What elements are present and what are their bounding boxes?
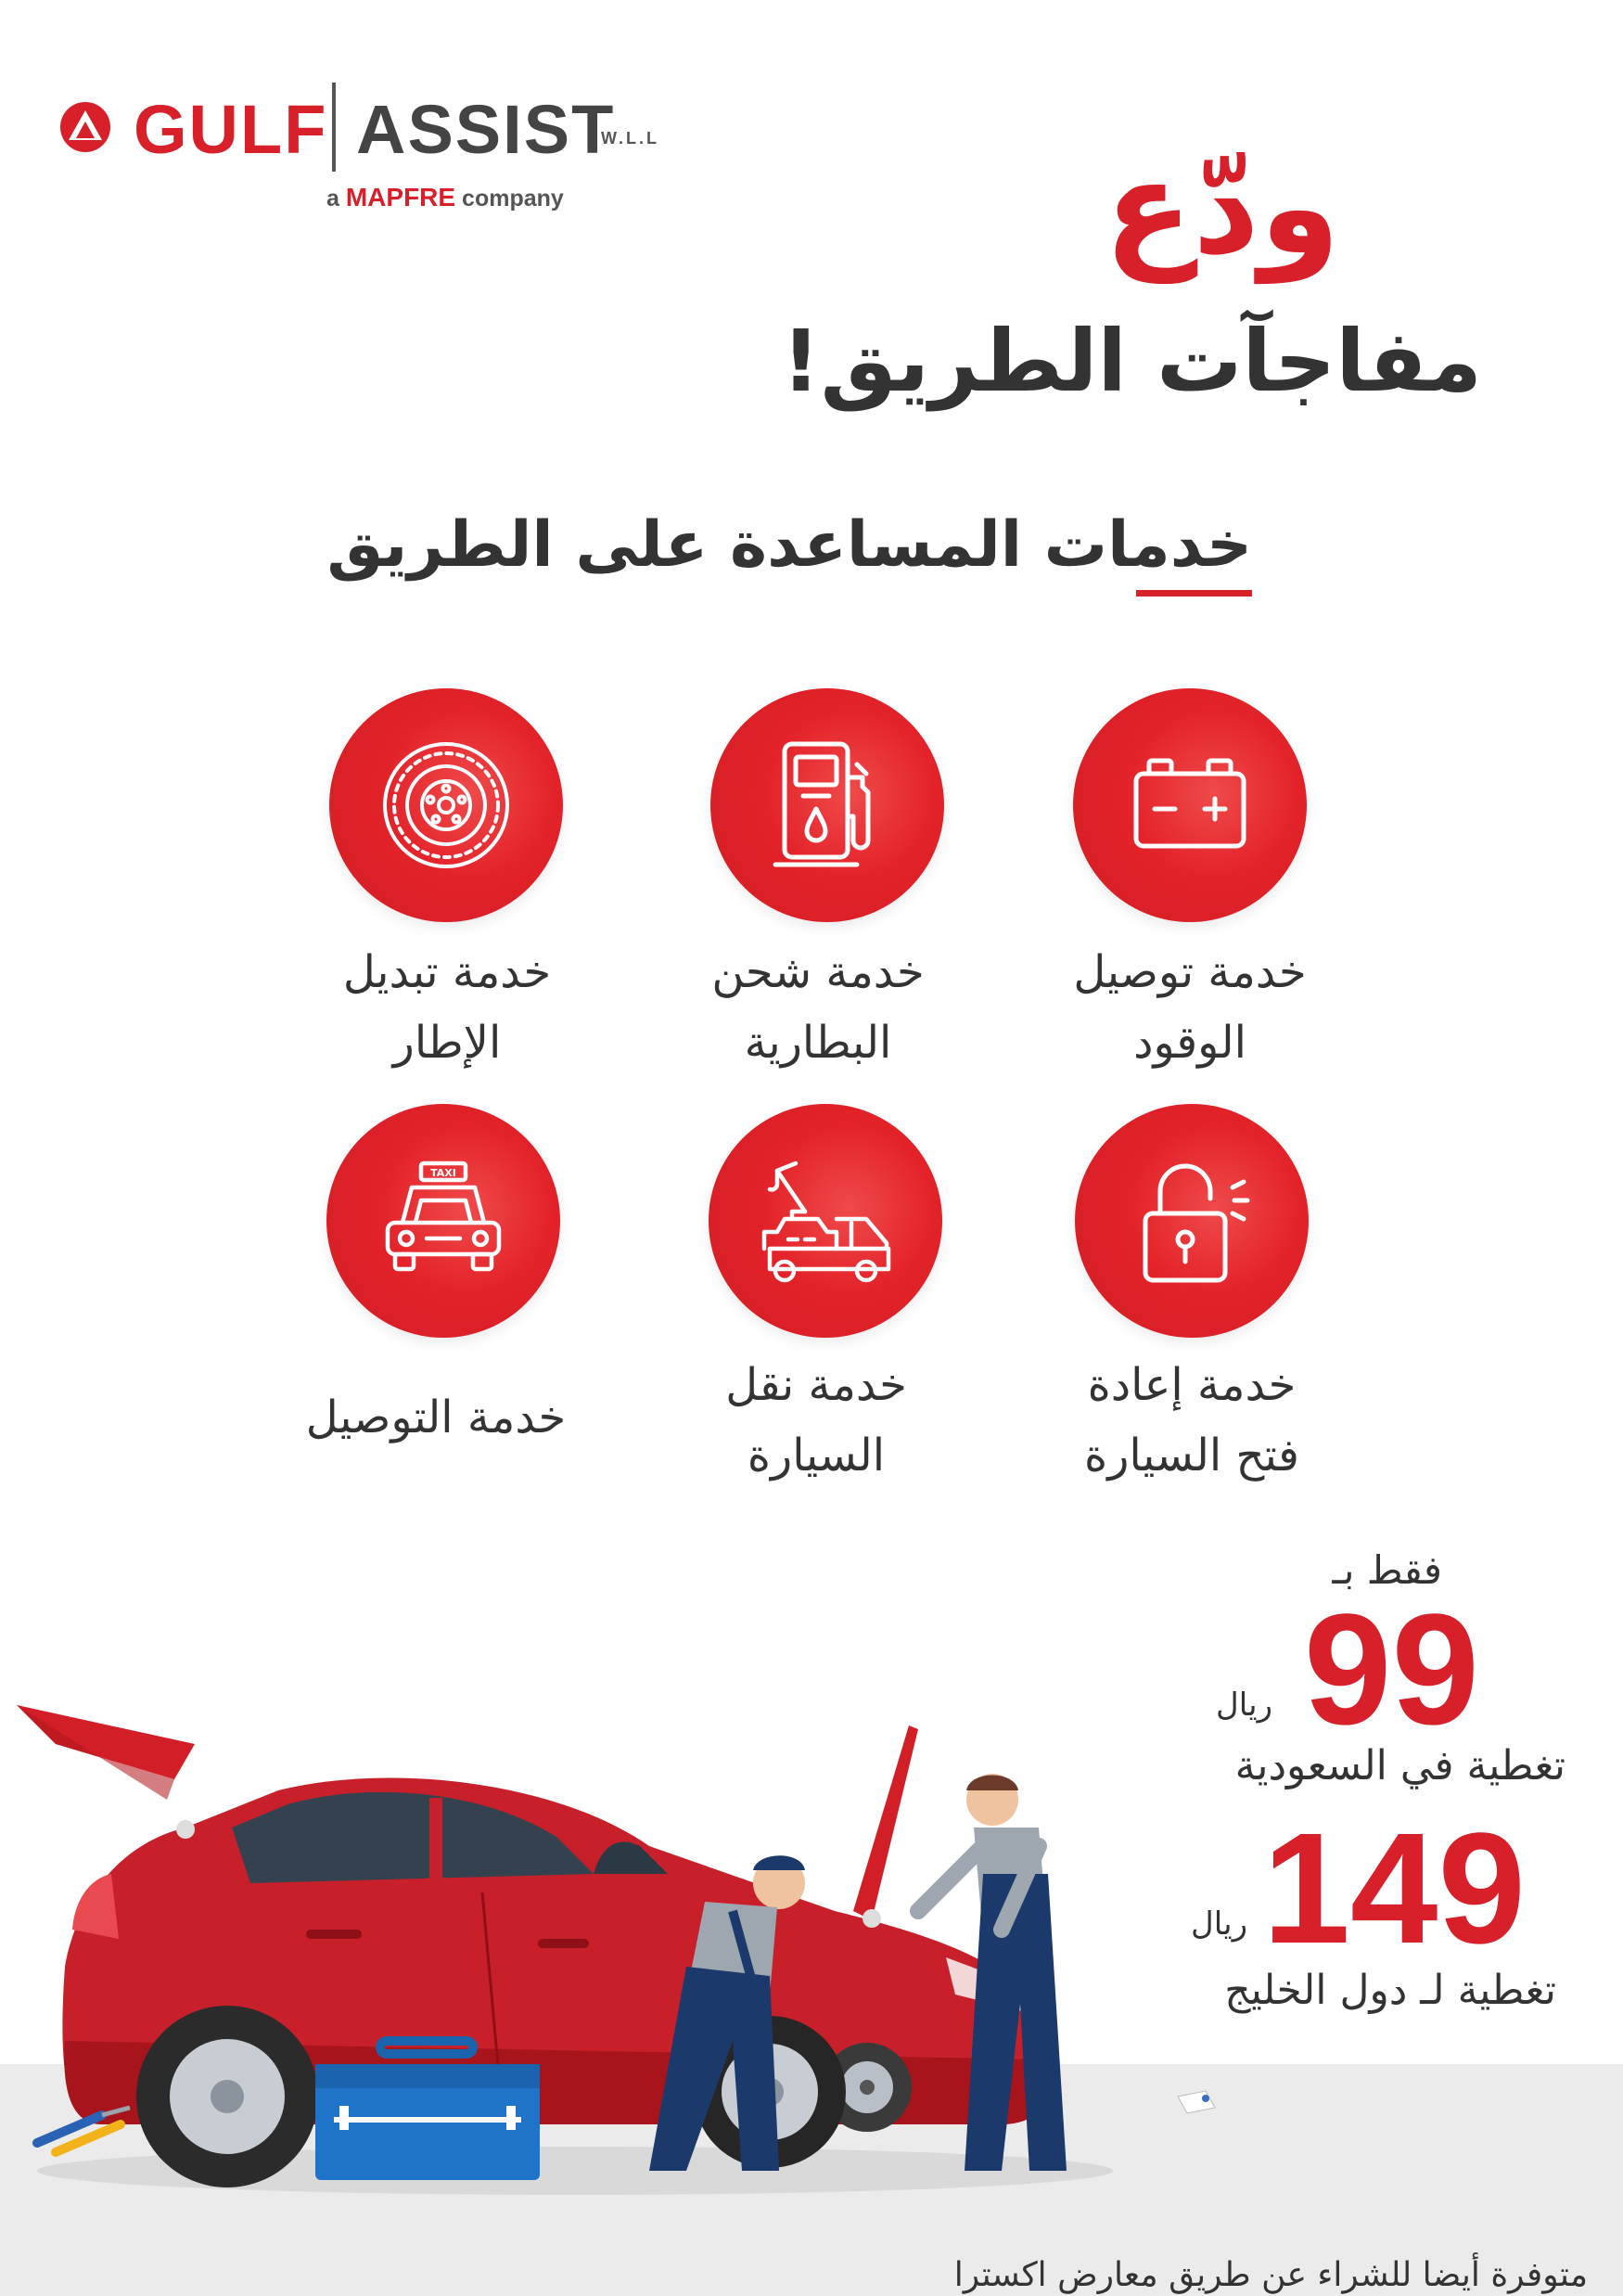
price-gulf: 149 [1262,1801,1526,1977]
service-fuel-delivery [1032,937,1348,1078]
service-car-tow-line1: خدمة نقل [725,1359,907,1411]
tow-truck-icon [751,1147,900,1295]
tire-icon [372,731,520,879]
logo-divider [332,83,336,172]
headline-road-surprises: مفاجآت الطريق! [781,312,1482,411]
currency-saudi: ريال [1216,1687,1272,1724]
fuel-pump-icon [753,731,901,879]
service-fuel-delivery-line2: الوقود [1133,1017,1246,1069]
logo-mapfre: MAPFRE [345,183,456,212]
svg-text:TAXI: TAXI [430,1167,456,1179]
service-tire-change-line2: الإطار [392,1017,502,1069]
logo-sub-a: a [326,186,339,212]
currency-gulf: ريال [1191,1905,1247,1943]
fuel-delivery-badge [1073,688,1307,922]
headline-farewell: ودّع [1104,133,1340,284]
taxi-icon [369,1147,518,1295]
service-car-unlock [1034,1350,1349,1491]
service-ride [278,1382,594,1453]
ride-service-badge [326,1104,560,1338]
section-title: خدمات المساعدة على الطريق [326,508,1252,582]
car-unlock-badge [1075,1104,1309,1338]
price-only-label: فقط بـ [1332,1547,1442,1593]
battery-icon [1116,731,1264,879]
logo-gulf-text: GULF [134,91,328,168]
section-title-underline [1136,590,1252,596]
unlock-icon [1118,1147,1266,1295]
service-tire-change-line1: خدمة تبديل [342,946,552,998]
service-car-unlock-line2: فتح السيارة [1084,1430,1299,1481]
logo-wll-text: W.L.L [601,129,659,148]
service-ride-line1: خدمة التوصيل [305,1392,567,1443]
service-tire-change [289,937,605,1078]
service-car-tow-line2: السيارة [747,1430,886,1481]
service-battery-charge [660,937,976,1078]
tire-change-badge [329,688,563,922]
service-car-unlock-line1: خدمة إعادة [1087,1359,1297,1411]
logo-sub-company: company [462,186,564,212]
logo-assist-text: ASSIST [356,91,616,168]
service-battery-charge-line1: خدمة شحن [711,946,925,998]
car-repair-illustration [0,1688,1298,2226]
service-fuel-delivery-line1: خدمة توصيل [1073,946,1307,998]
company-logo [56,88,686,227]
logo-subtitle [326,183,564,212]
battery-charge-badge [710,688,944,922]
price-saudi: 99 [1303,1582,1479,1758]
logo-triangle-icon [59,101,111,153]
coverage-gulf: تغطية لـ دول الخليج [1224,1967,1556,2014]
car-tow-badge [709,1104,942,1338]
service-battery-charge-line2: البطارية [744,1017,892,1069]
footer-availability-note: متوفرة أيضا للشراء عن طريق معارض اكسترا [953,2256,1588,2294]
coverage-saudi: تغطية في السعودية [1234,1742,1565,1789]
service-car-tow [658,1350,974,1491]
